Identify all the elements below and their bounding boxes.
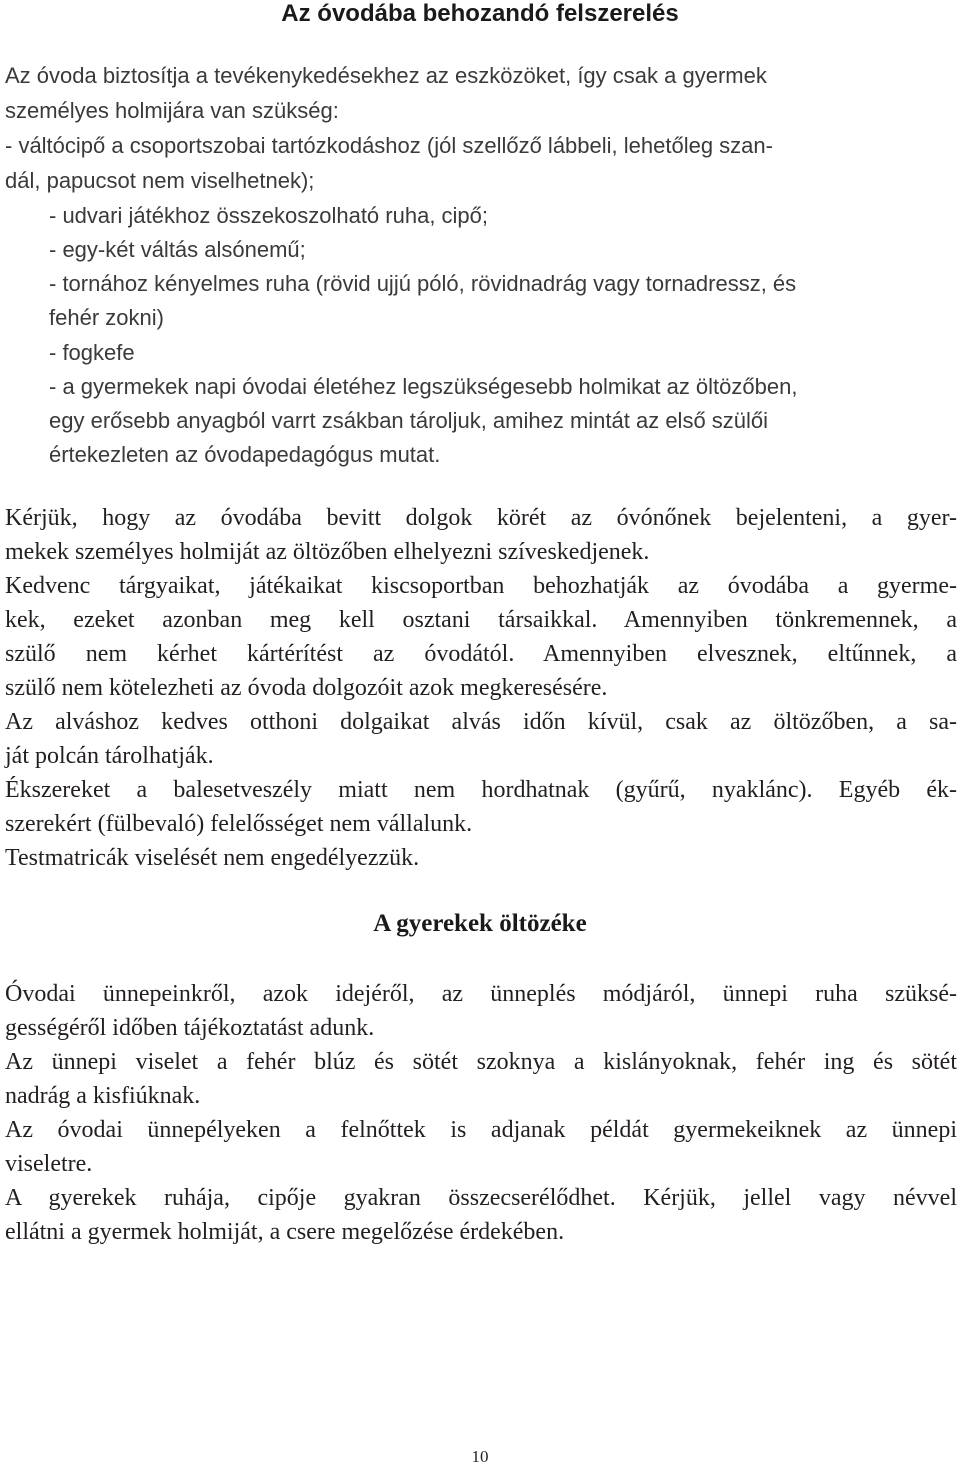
paragraph-line: viseletre. (5, 1151, 93, 1177)
page-number: 10 (471, 1447, 489, 1466)
list-item: - fogkefe (49, 340, 135, 365)
paragraph-line: Az alváshoz kedves otthoni dolgaikat alvás időn kívül, csak az öltözőben, a sa- (5, 709, 957, 735)
paragraph-line: Óvodai ünnepeinkről, azok idejéről, az ünneplés módjáról, ünnepi ruha szüksé- (5, 981, 957, 1007)
paragraph-line: gességéről időben tájékoztatást adunk. (5, 1015, 375, 1041)
paragraph-line: ját polcán tárolhatják. (5, 743, 214, 769)
list-item: - a gyermekek napi óvodai életéhez legszükségesebb holmikat az öltözőben, (49, 374, 798, 399)
paragraph-line: Testmatricák viselését nem engedélyezzük. (5, 845, 420, 871)
list-item-continuation: értekezleten az óvodapedagógus mutat. (49, 442, 441, 467)
list-item: - váltócipő a csoportszobai tartózkodáshoz (jól szellőző lábbeli, lehetőleg szan- (5, 133, 773, 158)
paragraph-line: nadrág a kisfiúknak. (5, 1083, 201, 1109)
paragraph-line: A gyerekek ruhája, cipője gyakran összecserélődhet. Kérjük, jellel vagy névvel (5, 1185, 957, 1211)
paragraph-line: személyes holmijára van szükség: (5, 98, 339, 123)
list-item: - egy-két váltás alsónemű; (49, 237, 306, 262)
paragraph-line: Kérjük, hogy az óvodába bevitt dolgok körét az óvónőnek bejelenteni, a gyer- (5, 505, 957, 531)
paragraph-line: ellátni a gyermek holmiját, a csere megelőzése érdekében. (5, 1219, 565, 1245)
paragraph-line: Az óvoda biztosítja a tevékenykedésekhez az eszközöket, így csak a gyermek (5, 63, 767, 88)
list-item: - tornához kényelmes ruha (rövid ujjú póló, rövidnadrág vagy tornadressz, és (49, 271, 797, 296)
paragraph-line: mekek személyes holmiját az öltözőben elhelyezni szíveskedjenek. (5, 539, 650, 565)
paragraph-line: Az ünnepi viselet a fehér blúz és sötét szoknya a kislányoknak, fehér ing és sötét (5, 1049, 957, 1075)
list-item: - udvari játékhoz összekoszolható ruha, cipő; (49, 203, 489, 228)
paragraph-line: Az óvodai ünnepélyeken a felnőttek is adjanak példát gyermekeiknek az ünnepi (5, 1117, 957, 1143)
list-item-continuation: dál, papucsot nem viselhetnek); (5, 168, 315, 193)
paragraph-line: Ékszereket a balesetveszély miatt nem hordhatnak (gyűrű, nyaklánc). Egyéb ék- (5, 777, 957, 803)
list-item-continuation: egy erősebb anyagból varrt zsákban tároljuk, amihez mintát az első szülői (49, 408, 769, 433)
paragraph-line: szülő nem kötelezheti az óvoda dolgozóit azok megkeresésére. (5, 675, 608, 701)
list-item-continuation: fehér zokni) (49, 305, 164, 330)
paragraph-line: szerekért (fülbevaló) felelősséget nem vállalunk. (5, 811, 473, 837)
paragraph-line: Kedvenc tárgyaikat, játékaikat kiscsoportban behozhatják az óvodába a gyerme- (5, 573, 957, 599)
page-title: Az óvodába behozandó felszerelés (281, 0, 679, 27)
section-heading: A gyerekek öltözéke (373, 910, 587, 937)
paragraph-line: szülő nem kérhet kártérítést az óvodától. Amennyiben elvesznek, eltűnnek, a (5, 641, 957, 667)
paragraph-line: kek, ezeket azonban meg kell osztani társaikkal. Amennyiben tönkremennek, a (5, 607, 957, 633)
